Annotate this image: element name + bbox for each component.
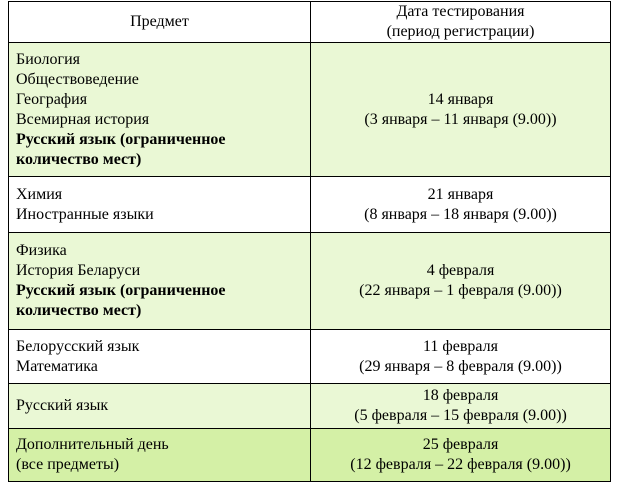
registration-period: (29 января – 8 февраля (9.00)) [359,357,562,375]
registration-period: (3 января – 11 января (9.00)) [364,110,557,128]
table-header-row [9,2,611,43]
date-cell [311,429,611,482]
date-cell [311,384,611,429]
header-date [311,2,611,43]
test-date: 14 января [427,90,494,108]
subjects-cell [9,233,311,330]
test-date: 18 февраля [422,387,499,404]
registration-period: (22 января – 1 февраля (9.00)) [359,282,562,299]
table-row [9,429,611,482]
subject-item: География [16,90,88,108]
subject-item: Иностранные языки [16,205,154,223]
header-date-period: (период регистрации) [386,23,535,40]
subject-item: Физика [16,242,67,259]
subject-item: Химия [16,185,63,203]
subjects-cell [9,330,311,384]
subject-item: (все предметы) [16,456,120,473]
subject-item: Русский язык [16,397,109,414]
subject-item: Математика [16,357,98,375]
date-cell [311,43,611,177]
subject-item: История Беларуси [16,262,141,279]
subjects-cell [9,43,311,177]
date-cell [311,177,611,233]
subject-item: Обществоведение [16,70,139,88]
test-date: 25 февраля [422,436,499,453]
subjects-cell [9,177,311,233]
table-row [9,384,611,429]
table-row [9,233,611,330]
registration-period: (8 января – 18 января (9.00)) [364,205,557,223]
test-date: 21 января [427,185,494,203]
testing-schedule-table [8,1,611,482]
subjects-cell [9,384,311,429]
subject-item-limited: Русский язык (ограниченное количество мест) [16,282,226,319]
subject-item: Биология [16,50,81,68]
subject-item: Белорусский язык [16,337,140,355]
subject-item-limited: Русский язык (ограниченное количество мест) [16,130,226,168]
test-date: 4 февраля [426,262,495,279]
date-cell [311,233,611,330]
header-date-title: Дата тестирования [396,3,525,20]
test-date: 11 февраля [422,337,498,355]
registration-period: (5 февраля – 15 февраля (9.00)) [354,407,567,424]
table-row [9,330,611,384]
table-row [9,177,611,233]
date-cell [311,330,611,384]
table-row [9,43,611,177]
header-subject: Предмет [9,2,311,43]
subjects-cell [9,429,311,482]
registration-period: (12 февраля – 22 февраля (9.00)) [350,456,571,473]
subject-item: Всемирная история [16,110,150,128]
subject-item: Дополнительный день [16,436,169,453]
